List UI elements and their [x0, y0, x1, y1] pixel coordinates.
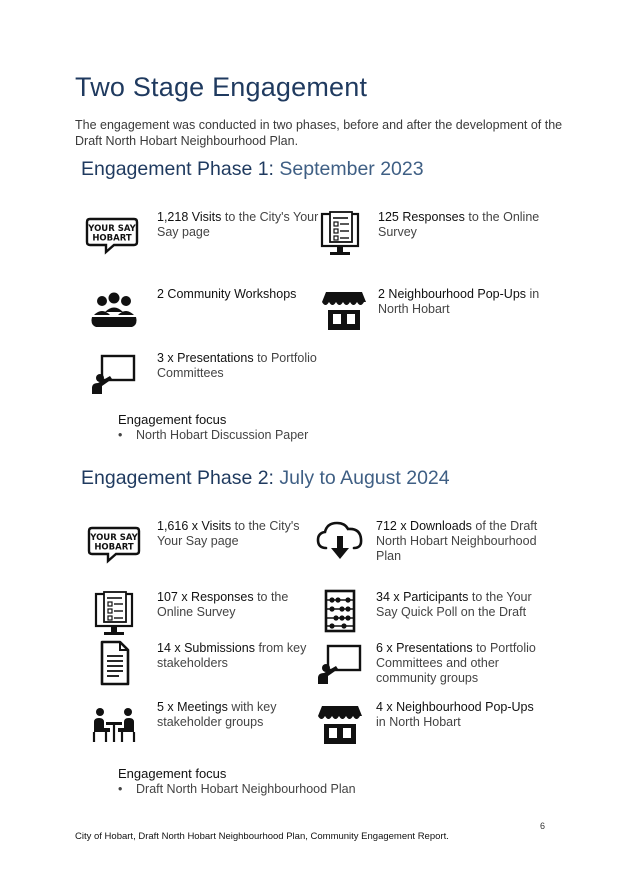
pop-up-stall-icon	[316, 284, 372, 334]
logo-text-line1: YOUR SAY	[88, 224, 136, 234]
presentation-icon	[86, 350, 142, 400]
document-icon	[86, 638, 142, 688]
phase-2-visits: 1,616 x Visits to the City's Your Say page	[157, 519, 300, 548]
page-title: Two Stage Engagement	[75, 72, 368, 102]
meeting-icon	[86, 700, 142, 750]
intro-paragraph: The engagement was conducted in two phases, before and after the development of the Draft North Hobart Neighbourhood Plan.	[75, 118, 563, 148]
phase-1-focus-title: Engagement focus	[118, 412, 227, 427]
survey-computer-icon	[86, 590, 142, 640]
your-say-hobart-logo	[86, 519, 142, 569]
phase-1-label: Engagement Phase 1:	[81, 158, 274, 180]
phase-2-submissions: 14 x Submissions from key stakeholders	[157, 641, 307, 670]
svg-text:HOBART: HOBART	[94, 542, 134, 553]
phase-1-workshops: 2 Community Workshops	[157, 287, 297, 301]
phase-2-popups: 4 x Neighbourhood Pop-Ups in North Hobart	[376, 700, 534, 729]
phase-1-popups: 2 Neighbourhood Pop-Ups in North Hobart	[378, 287, 540, 316]
cloud-download-icon	[312, 516, 368, 566]
page-number: 6	[540, 821, 546, 831]
phase-2-downloads: 712 x Downloads of the Draft North Hobart Neighbourhood Plan	[376, 519, 538, 563]
svg-text:YOUR SAY: YOUR SAY	[90, 533, 138, 543]
phase-1-presentations: 3 x Presentations to Portfolio Committees	[157, 351, 317, 380]
your-say-hobart-logo	[84, 210, 140, 260]
phase-2-heading	[81, 467, 450, 490]
workshop-group-icon	[86, 287, 142, 337]
phase-2-meetings: 5 x Meetings with key stakeholder groups	[157, 700, 277, 729]
phase-1-heading	[81, 158, 424, 181]
phase-1-visits: 1,218 Visits to the City's Your Say page	[157, 210, 319, 239]
survey-computer-icon	[312, 210, 368, 260]
phase-2-responses: 107 x Responses to the Online Survey	[157, 590, 289, 619]
phase-2-focus-title: Engagement focus	[118, 766, 227, 781]
presentation-icon	[312, 640, 368, 690]
phase-1-dates: September 2023	[279, 158, 424, 180]
page-footer: City of Hobart, Draft North Hobart Neighbourhood Plan, Community Engagement Report.	[75, 831, 449, 842]
phase-2-presentations: 6 x Presentations to Portfolio Committees and other community groups	[376, 641, 536, 685]
phase-2-label: Engagement Phase 2:	[81, 467, 274, 489]
phase-2-participants: 34 x Participants to the Your Say Quick Poll on the Draft	[376, 590, 532, 619]
abacus-icon	[312, 587, 368, 637]
logo-text-line2: HOBART	[92, 233, 132, 244]
pop-up-stall-icon	[312, 698, 368, 748]
phase-2-dates: July to August 2024	[279, 467, 450, 489]
phase-1-responses: 125 Responses to the Online Survey	[378, 210, 540, 239]
phase-2-focus-item: • Draft North Hobart Neighbourhood Plan	[118, 782, 356, 796]
phase-1-focus-item: • North Hobart Discussion Paper	[118, 428, 309, 442]
